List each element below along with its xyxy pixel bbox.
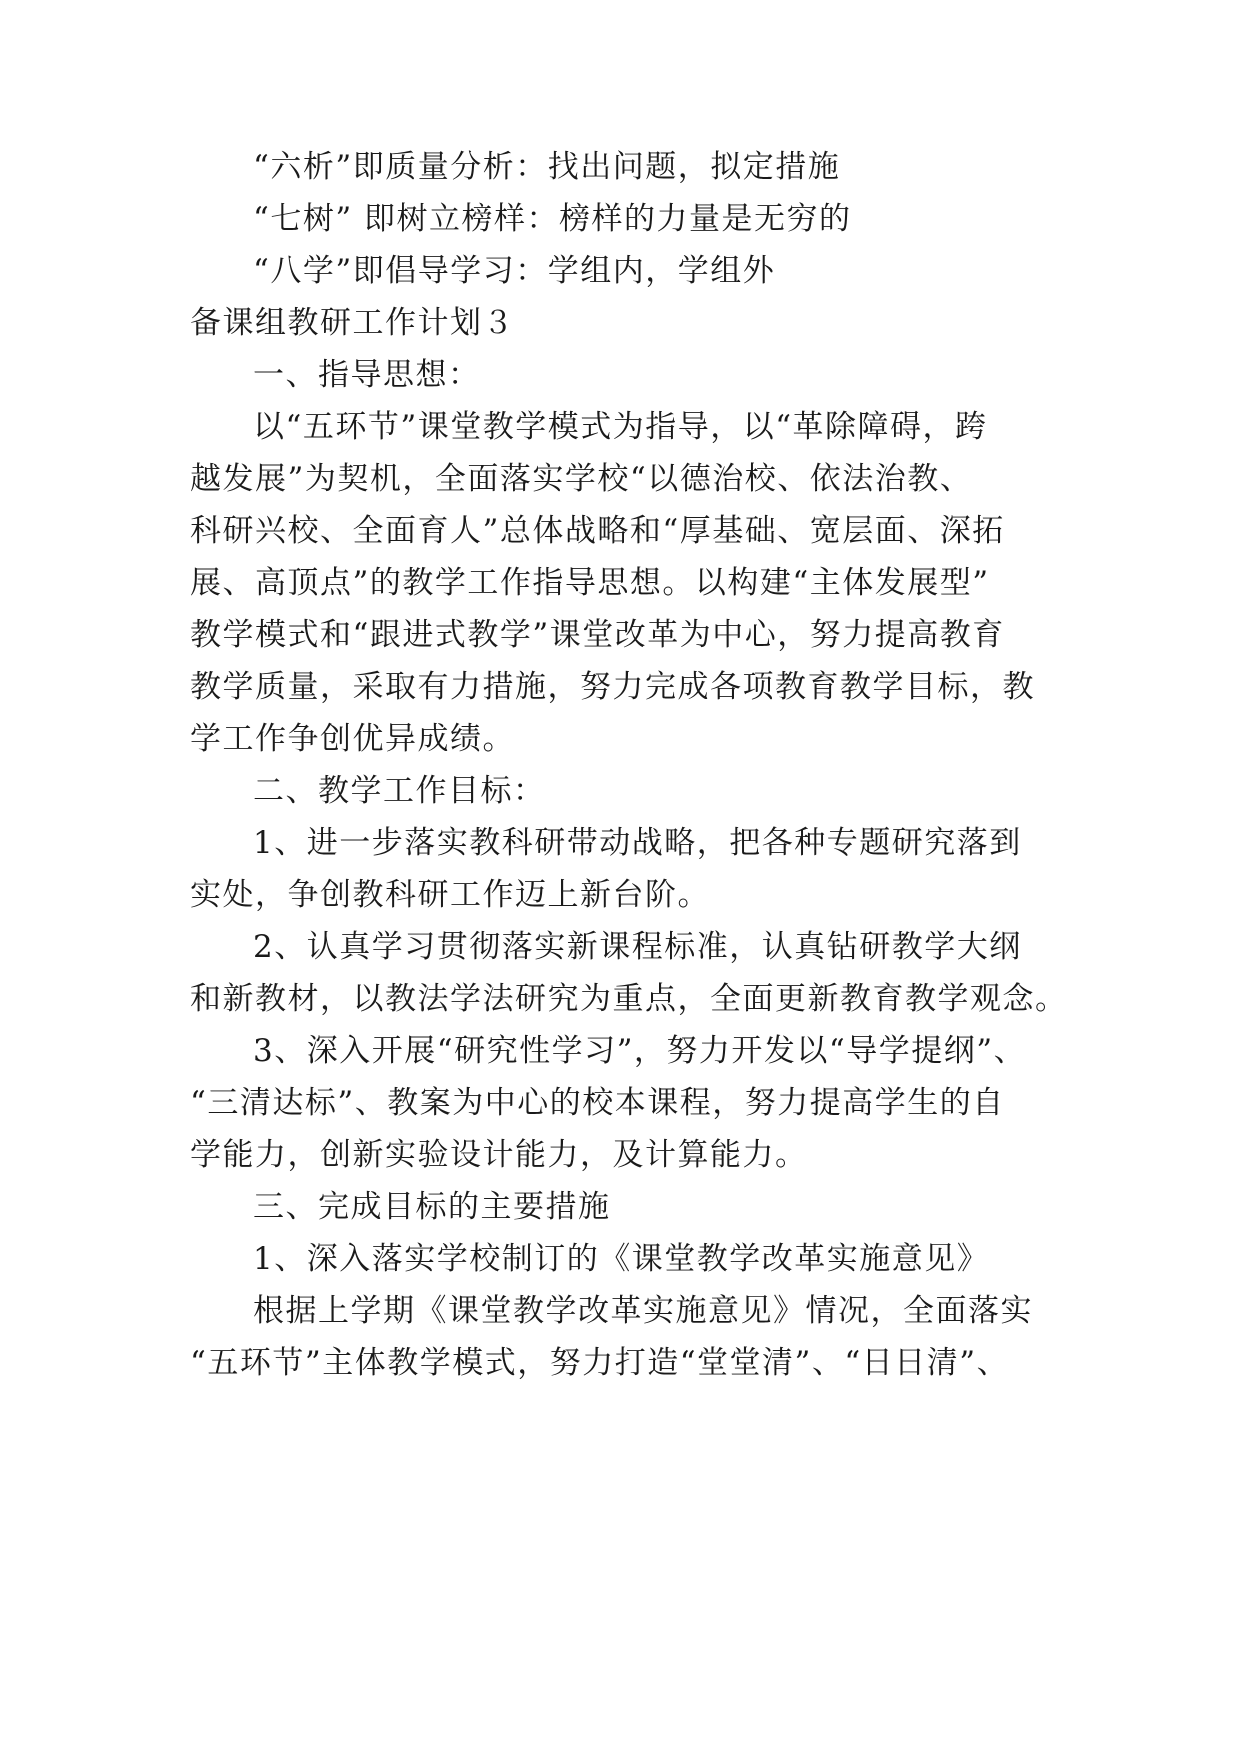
text-line: “七树” 即树立榜样：榜样的力量是无穷的 [253,201,852,237]
heading-main-measures: 三、完成目标的主要措施 [253,1189,611,1225]
text-line: “五环节”主体教学模式，努力打造“堂堂清”、“日日清”、 [190,1345,1010,1381]
text-line: 越发展”为契机，全面落实学校“以德治校、依法治教、 [190,461,973,497]
text-line: 学能力，创新实验设计能力，及计算能力。 [190,1137,808,1173]
text-line: “六析”即质量分析：找出问题，拟定措施 [253,149,841,185]
text-line: 学工作争创优异成绩。 [190,721,515,757]
text-line: “三清达标”、教案为中心的校本课程，努力提高学生的自 [190,1085,1005,1121]
text-line: 以“五环节”课堂教学模式为指导，以“革除障碍，跨 [253,409,988,445]
text-line: 实处，争创教科研工作迈上新台阶。 [190,877,710,913]
text-line: “八学”即倡导学习：学组内，学组外 [253,253,776,289]
text-line: 2、认真学习贯彻落实新课程标准，认真钻研教学大纲 [253,929,1022,965]
heading-guiding-ideology: 一、指导思想： [253,357,481,393]
text-line: 根据上学期《课堂教学改革实施意见》情况，全面落实 [253,1293,1033,1329]
text-line: 和新教材，以教法学法研究为重点，全面更新教育教学观念。 [190,981,1068,1017]
text-line: 展、高顶点”的教学工作指导思想。以构建“主体发展型” [190,565,990,601]
text-line: 1、深入落实学校制订的《课堂教学改革实施意见》 [253,1241,990,1277]
text-line: 1、进一步落实教科研带动战略，把各种专题研究落到 [253,825,1022,861]
text-line: 科研兴校、全面育人”总体战略和“厚基础、宽层面、深拓 [190,513,1005,549]
text-line: 教学模式和“跟进式教学”课堂改革为中心，努力提高教育 [190,617,1005,653]
section-title: 备课组教研工作计划３ [190,305,515,341]
text-line: 教学质量，采取有力措施，努力完成各项教育教学目标，教 [190,669,1035,705]
text-line: 3、深入开展“研究性学习”，努力开发以“导学提纲”、 [253,1033,1027,1069]
heading-teaching-goals: 二、教学工作目标： [253,773,546,809]
